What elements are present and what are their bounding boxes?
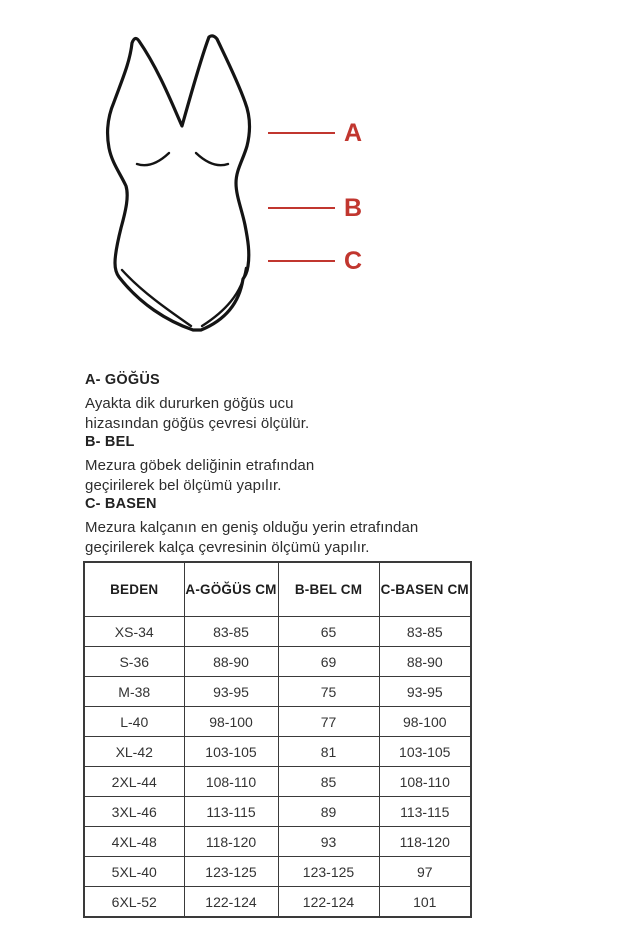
cell-beden: 4XL-48: [84, 827, 184, 857]
table-row: [84, 767, 471, 797]
section-bel-heading: B- BEL: [85, 434, 135, 450]
table-row: [84, 797, 471, 827]
cell-basen: 103-105: [379, 737, 471, 767]
size-table: [83, 561, 472, 918]
table-row: [84, 617, 471, 647]
cell-gogus: 98-100: [184, 707, 278, 737]
measure-letter-a: A: [344, 119, 363, 147]
section-bel-line-1: Mezura göbek deliğinin etrafından: [85, 457, 315, 474]
cell-gogus: 93-95: [184, 677, 278, 707]
section-gogus-line-2: hizasından göğüs çevresi ölçülür.: [85, 414, 310, 432]
cell-beden: L-40: [84, 707, 184, 737]
cell-gogus: 122-124: [184, 887, 278, 918]
cell-gogus: 118-120: [184, 827, 278, 857]
bust-curve-left: [137, 153, 169, 165]
cell-beden: S-36: [84, 647, 184, 677]
cell-beden: XL-42: [84, 737, 184, 767]
cell-gogus: 88-90: [184, 647, 278, 677]
leg-seam-left: [122, 270, 191, 326]
cell-gogus: 103-105: [184, 737, 278, 767]
header-basen: C-BASEN CM: [379, 562, 471, 617]
size-table-header: [84, 562, 471, 617]
swimsuit-diagram-icon: [95, 10, 385, 340]
cell-bel: 75: [278, 677, 379, 707]
cell-beden: 6XL-52: [84, 887, 184, 918]
cell-basen: 97: [379, 857, 471, 887]
cell-gogus: 83-85: [184, 617, 278, 647]
section-basen-line-1: Mezura kalçanın en geniş olduğu yerin etrafından: [85, 519, 419, 536]
header-gogus: A-GÖĞÜS CM: [184, 562, 278, 617]
section-bel: [85, 434, 555, 495]
section-basen-line-2: geçirilerek kalça çevresinin ölçümü yapılır.: [85, 538, 370, 556]
header-bel: B-BEL CM: [278, 562, 379, 617]
table-row: [84, 677, 471, 707]
section-gogus-heading: A- GÖĞÜS: [85, 372, 160, 388]
measure-letter-c: C: [344, 247, 363, 275]
cell-bel: 69: [278, 647, 379, 677]
bust-curve-right: [196, 153, 228, 165]
table-row: [84, 737, 471, 767]
cell-basen: 108-110: [379, 767, 471, 797]
table-row: [84, 827, 471, 857]
cell-gogus: 113-115: [184, 797, 278, 827]
header-row: [84, 562, 471, 617]
cell-beden: 2XL-44: [84, 767, 184, 797]
cell-bel: 89: [278, 797, 379, 827]
cell-basen: 93-95: [379, 677, 471, 707]
table-row: [84, 857, 471, 887]
cell-beden: XS-34: [84, 617, 184, 647]
size-table-body: [84, 617, 471, 918]
cell-beden: M-38: [84, 677, 184, 707]
cell-bel: 65: [278, 617, 379, 647]
cell-bel: 122-124: [278, 887, 379, 918]
cell-basen: 113-115: [379, 797, 471, 827]
cell-basen: 83-85: [379, 617, 471, 647]
cell-beden: 3XL-46: [84, 797, 184, 827]
cell-bel: 77: [278, 707, 379, 737]
section-gogus-line-1: Ayakta dik dururken göğüs ucu: [85, 395, 294, 412]
measure-line-c: [268, 260, 335, 262]
measure-line-a: [268, 132, 335, 134]
measure-letter-b: B: [344, 194, 363, 222]
cell-basen: 118-120: [379, 827, 471, 857]
section-gogus: [85, 372, 555, 433]
swimsuit-outline: [108, 36, 250, 330]
cell-beden: 5XL-40: [84, 857, 184, 887]
cell-bel: 81: [278, 737, 379, 767]
table-row: [84, 707, 471, 737]
header-beden: BEDEN: [84, 562, 184, 617]
cell-bel: 85: [278, 767, 379, 797]
table-row: [84, 887, 471, 918]
cell-basen: 88-90: [379, 647, 471, 677]
cell-basen: 101: [379, 887, 471, 918]
cell-bel: 123-125: [278, 857, 379, 887]
section-basen-heading: C- BASEN: [85, 496, 157, 512]
cell-gogus: 108-110: [184, 767, 278, 797]
cell-gogus: 123-125: [184, 857, 278, 887]
cell-bel: 93: [278, 827, 379, 857]
measure-line-b: [268, 207, 335, 209]
table-row: [84, 647, 471, 677]
section-basen: [85, 496, 555, 557]
cell-basen: 98-100: [379, 707, 471, 737]
section-bel-line-2: geçirilerek bel ölçümü yapılır.: [85, 476, 282, 494]
